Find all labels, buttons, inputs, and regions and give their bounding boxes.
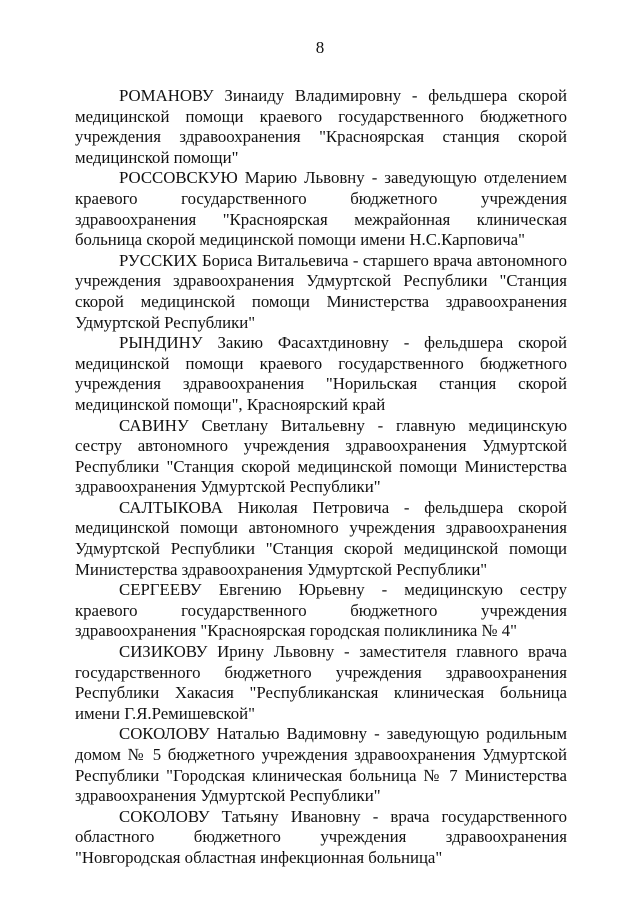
list-item: СОКОЛОВУ Наталью Вадимовну - заведующую родильным домом № 5 бюджетного учреждения здравоохранения Удмуртской Республики "Городская клиническая больница № 7 Министерства здравоохранения Удмуртской Республики" <box>75 724 567 806</box>
list-item: СЕРГЕЕВУ Евгению Юрьевну - медицинскую сестру краевого государственного бюджетного учреждения здравоохранения "Красноярская городская поликлиника № 4" <box>75 580 567 641</box>
list-item: РОССОВСКУЮ Марию Львовну - заведующую отделением краевого государственного бюджетного учреждения здравоохранения "Красноярская межрайонная клиническая больница скорой медицинской помощи имени Н.С.Карповича" <box>75 168 567 250</box>
list-item: СИЗИКОВУ Ирину Львовну - заместителя главного врача государственного бюджетного учреждения здравоохранения Республики Хакасия "Республиканская клиническая больница имени Г.Я.Ремишевской" <box>75 642 567 723</box>
list-item: СОКОЛОВУ Татьяну Ивановну - врача государственного областного бюджетного учреждения здравоохранения "Новгородская областная инфекционная больница" <box>75 806 567 867</box>
list-item: РУССКИХ Бориса Витальевича - старшего врача автономного учреждения здравоохранения Удмуртской Республики "Станция скорой медицинской помощи Министерства здравоохранения Удмуртской Республики" <box>75 250 567 332</box>
list-item: РЫНДИНУ Закию Фасахтдиновну - фельдшера скорой медицинской помощи краевого государственного бюджетного учреждения здравоохранения "Норильская станция скорой медицинской помощи", Красноярский край <box>75 333 567 414</box>
page-number: 8 <box>315 38 325 57</box>
award-list <box>75 86 567 869</box>
list-item: САЛТЫКОВА Николая Петровича - фельдшера скорой медицинской помощи автономного учреждения здравоохранения Удмуртской Республики "Станция скорой медицинской помощи Министерства здравоохранения Удмуртской Республики" <box>75 497 567 579</box>
list-item: РОМАНОВУ Зинаиду Владимировну - фельдшера скорой медицинской помощи краевого государственного бюджетного учреждения здравоохранения "Красноярская станция скорой медицинской помощи" <box>75 86 567 167</box>
list-item: САВИНУ Светлану Витальевну - главную медицинскую сестру автономного учреждения здравоохранения Удмуртской Республики "Станция скорой медицинской помощи Министерства здравоохранения Удмуртской Республики" <box>75 415 567 497</box>
